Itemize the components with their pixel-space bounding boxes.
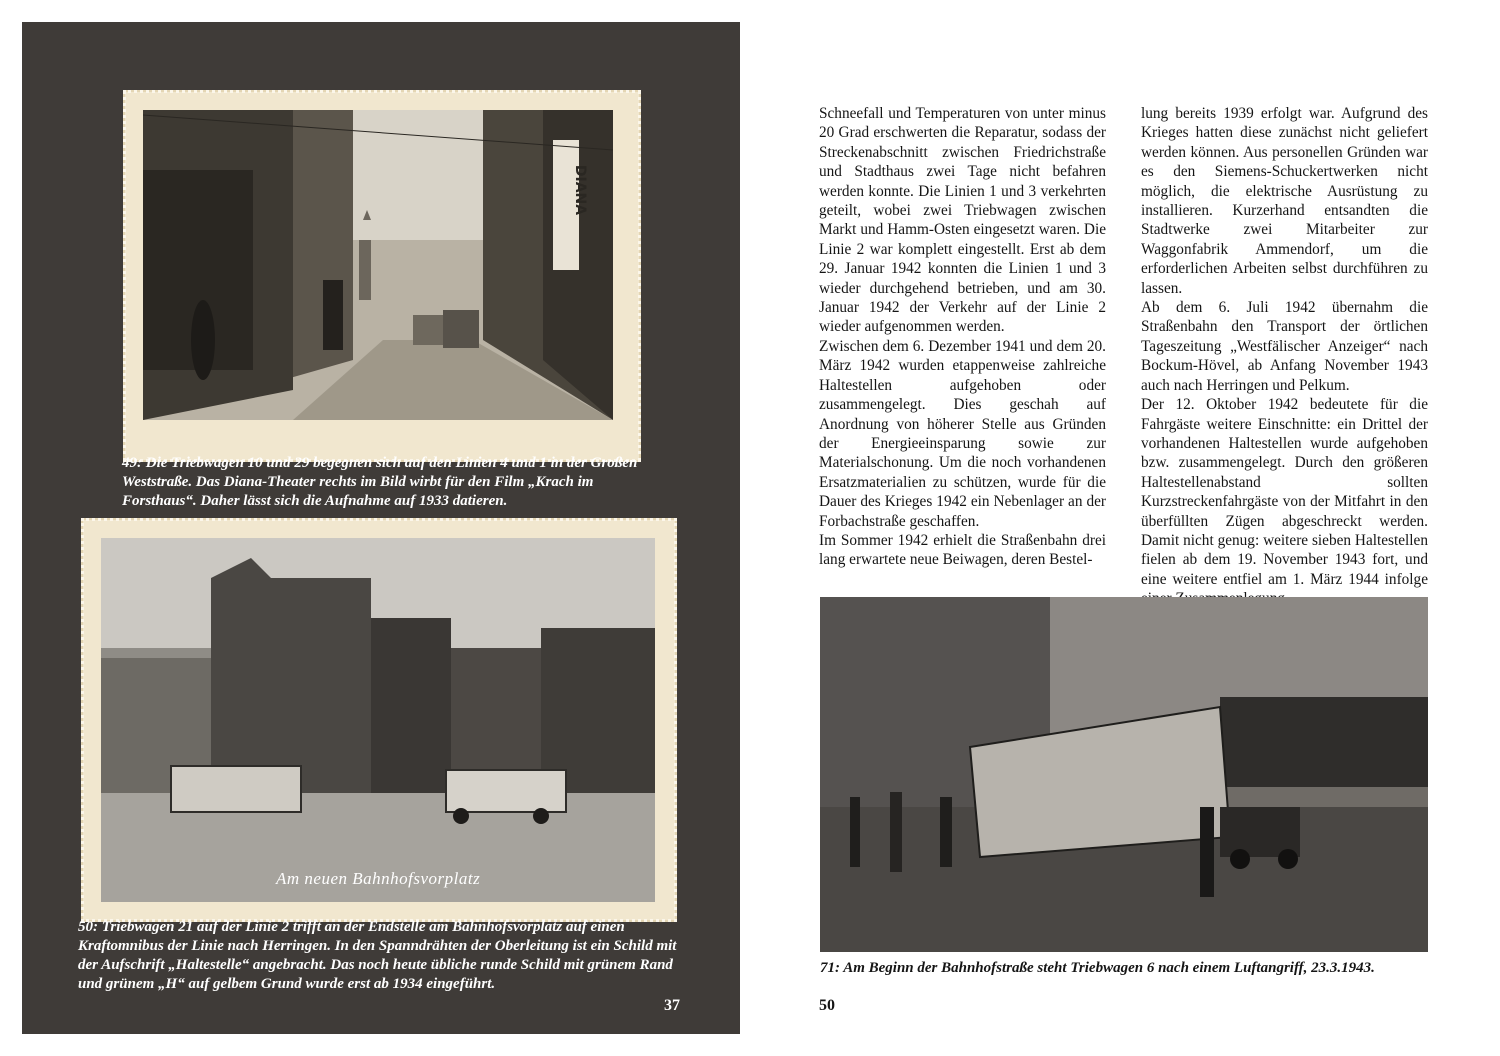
text-column-1 — [819, 104, 1106, 570]
caption-50: 50: Triebwagen 21 auf der Linie 2 trifft an der Endstelle am Bahnhofsvorplatz auf einen Kraftomnibus der Linie nach Herringen. In den Spanndrähten der Oberleitung ist ein Schild mit der Aufschrift „Haltestelle“ angebracht. Das noch heute übliche runde Schild mit grünem Rand und grünem „H“ auf gelbem Grund wurde erst ab 1934 eingeführt. — [78, 919, 677, 992]
paragraph: Der 12. Oktober 1942 bedeutete für die Fahrgäste weitere Einschnitte: ein Drittel der vorhandenen Haltestellen wurde aufgehoben bzw. zusammengelegt. Durch den größeren Haltestellenabstand sollten Kurzstreckenfahrgäste von der Mitfahrt in den überfüllten Zügen abgeschreckt werden. Damit nicht genug: weitere sieben Haltestellen fielen ab dem 19. November 1943 fort, und eine weitere entfiel am 1. März 1944 infolge — [1141, 396, 1428, 588]
caption-49: 49: Die Triebwagen 10 und 29 begegnen sich auf den Linien 4 und 1 in der Großen Weststraße. Das Diana-Theater rechts im Bild wirbt für den Film „Krach im Forsthaus“. Daher lässt sich die Aufnahme auf 1933 datieren. — [122, 455, 638, 509]
photo-frame-50 — [81, 518, 677, 922]
paragraph: Im Sommer 1942 erhielt die Straßenbahn drei lang erwartete neue Beiwagen, deren Bestel- — [819, 531, 1106, 569]
left-page — [22, 22, 740, 1034]
photo-50-station-square — [101, 538, 655, 902]
tram-21 — [171, 766, 301, 812]
page-number-left: 37 — [664, 997, 680, 1014]
photo-49-street-scene — [143, 110, 613, 420]
bus-herringen — [446, 770, 566, 812]
paragraph: Schneefall und Temperaturen von unter minus 20 Grad erschwerten die Reparatur, sodass der Streckenabschnitt zwischen Friedrichstraße und Stadthaus zwei Tage nicht befahren werden konnte. Die Linien 1 und 3 verkehrten geteilt, wobei zwei Triebwagen zwischen Markt und Hamm-Osten eingesetzt waren. Die Linie 2 war komplett eingestellt. Erst ab dem 29. Januar 1942 konnten die Linien 1 und 3 wieder durchgehend betrieben, und am 30. Januar 1942 der Verkehr auf der Linie 2 wieder aufgenommen werden. — [819, 105, 1106, 336]
photo-71-bomb-damage — [820, 597, 1428, 952]
photo-frame-49 — [123, 90, 641, 462]
paragraph: Ab dem 6. Juli 1942 übernahm die Straßenbahn den Transport der örtlichen Tageszeitung „Westfälischer Anzeiger“ nach Bockum-Hövel, ab Anfang November 1943 auch nach Herringen und Pelkum. — [1141, 299, 1428, 394]
page-number-right: 50 — [819, 997, 835, 1014]
text-column-2 — [1141, 104, 1428, 609]
diana-sign-text: DIANA — [572, 164, 588, 216]
photo-inscription: Am neuen Bahnhofsvorplatz — [276, 869, 481, 888]
caption-71: 71: Am Beginn der Bahnhofstraße steht Triebwagen 6 nach einem Luftangriff, 23.3.1943. — [820, 960, 1375, 976]
paragraph: lung bereits 1939 erfolgt war. Aufgrund des Krieges hatten diese zunächst nicht geliefert werden können. Aus personellen Gründen war es den Siemens-Schuckertwerken nicht möglich, die elektrische Ausrüstung zu installieren. Kurzerhand entsandten die Stadtwerke zwei Mitarbeiter zur Waggonfabrik Ammendorf, um die erforderlichen Arbeiten selbst durchführen zu lassen. — [1141, 105, 1428, 297]
paragraph: Zwischen dem 6. Dezember 1941 und dem 20. März 1942 wurden etappenweise zahlreiche Haltestellen aufgehoben oder zusammengelegt. Dies geschah auf Anordnung von höherer Stelle aus Gründen der Energieeinsparung sowie zur Materialschonung. Um die noch vorhandenen Ersatzmaterialien zu schützen, wurde für die Dauer des Krieges 1942 ein Nebenlager an der Forbachstraße geschaffen. — [819, 337, 1106, 530]
